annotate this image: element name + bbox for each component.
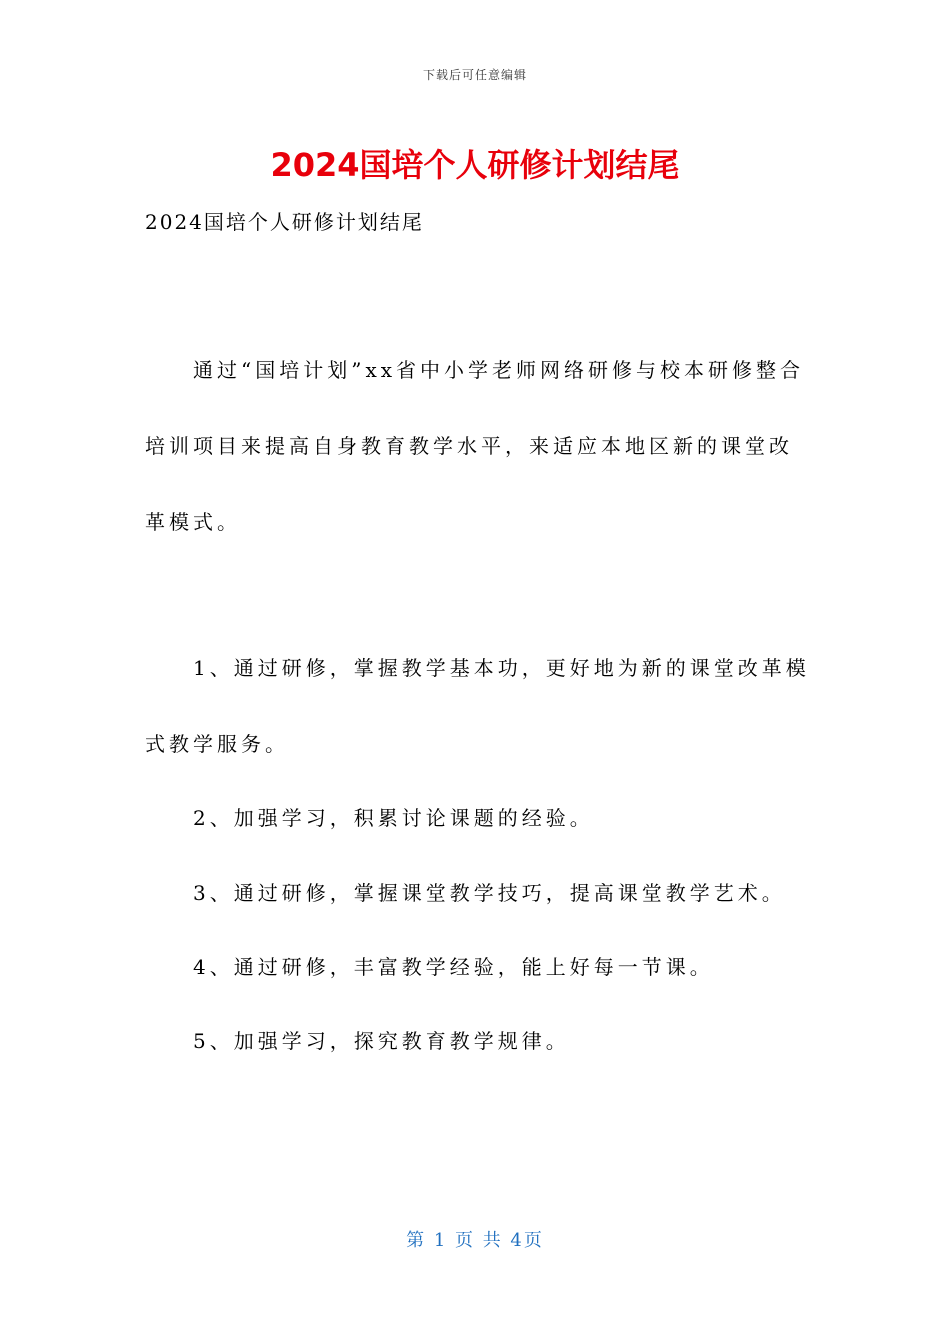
list-item: 2、加强学习，积累讨论课题的经验。 xyxy=(193,806,594,830)
list-item: 1、通过研修，掌握教学基本功，更好地为新的课堂改革模式教学服务。 xyxy=(145,656,810,756)
header-note: 下载后可任意编辑 xyxy=(422,68,527,82)
intro-paragraph: 通过“国培计划”xx省中小学老师网络研修与校本研修整合培训项目来提高自身教育教学水平，来适应本地区新的课堂改革模式。 xyxy=(145,358,805,534)
document-subtitle: 2024国培个人研修计划结尾 xyxy=(145,210,424,234)
list-item: 4、通过研修，丰富教学经验，能上好每一节课。 xyxy=(193,955,714,979)
list-item: 3、通过研修，掌握课堂教学技巧，提高课堂教学艺术。 xyxy=(193,881,786,905)
document-title: 2024国培个人研修计划结尾 xyxy=(270,146,680,184)
list-item: 5、加强学习，探究教育教学规律。 xyxy=(193,1029,570,1053)
page-number-footer: 第 1 页 共 4页 xyxy=(406,1230,544,1251)
